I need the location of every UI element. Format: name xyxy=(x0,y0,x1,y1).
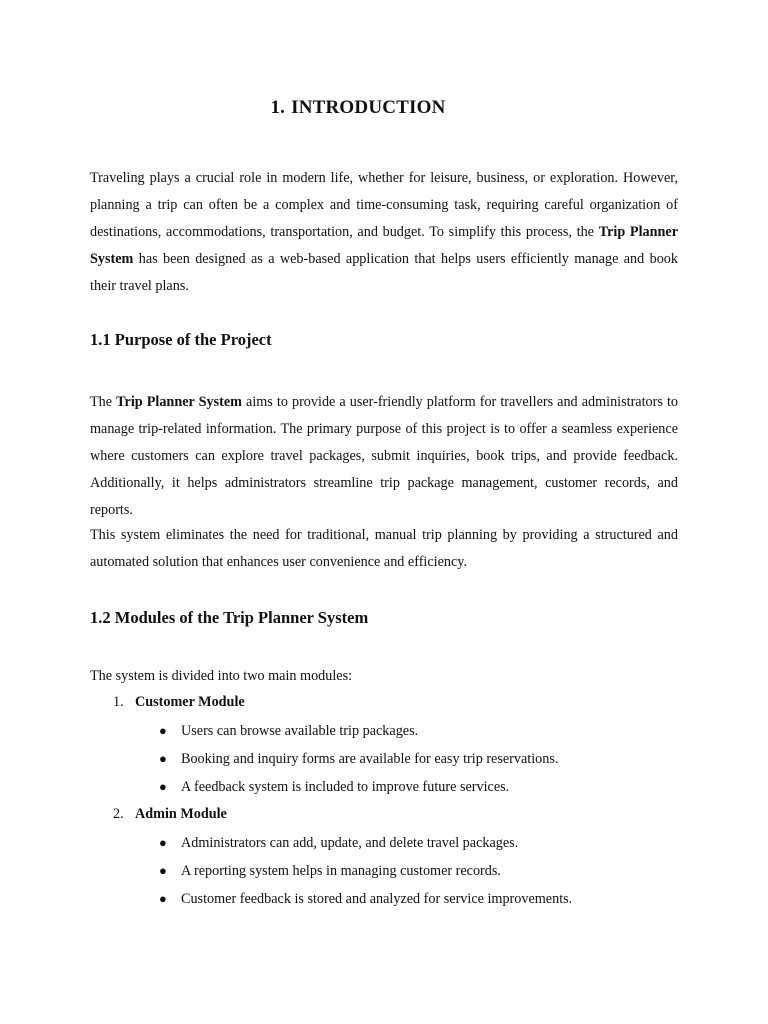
list-item-text: Customer feedback is stored and analyzed for service improvements. xyxy=(181,891,573,907)
list-item xyxy=(159,721,418,741)
modules-intro: The system is divided into two main modules: xyxy=(90,668,353,684)
list-item xyxy=(159,749,558,769)
bullet-icon: ● xyxy=(159,891,167,906)
list-item xyxy=(159,833,518,853)
page-title xyxy=(0,97,716,119)
module-label: Admin Module xyxy=(135,806,227,822)
list-item xyxy=(159,889,572,909)
title-number: 1. xyxy=(270,97,286,118)
list-item xyxy=(159,777,509,797)
title-text: INTRODUCTION xyxy=(291,97,446,118)
modules-heading: 1.2 Modules of the Trip Planner System xyxy=(90,608,369,627)
module-item-admin xyxy=(113,804,227,824)
purpose-paragraph-1 xyxy=(90,389,678,524)
list-number: 1. xyxy=(113,694,124,710)
intro-text-start: Traveling plays a crucial role in modern life, whether for leisure, business, or exploration. However, planning a trip can often be a complex and time-consuming task, requiring careful organization of destinations, accommodations, transportation, and budget. To simplify this process, the xyxy=(90,170,678,240)
bullet-icon: ● xyxy=(159,779,167,794)
intro-text-end: has been designed as a web-based application that helps users efficiently manage and book their travel plans. xyxy=(90,251,678,294)
intro-system-name: Trip Planner System xyxy=(90,224,678,267)
list-item-text: Users can browse available trip packages. xyxy=(181,723,419,739)
purpose-system-name: Trip Planner System xyxy=(116,394,242,410)
list-item-text: Administrators can add, update, and delete travel packages. xyxy=(181,835,519,851)
list-number: 2. xyxy=(113,806,124,822)
purpose-text-start: The xyxy=(90,394,117,410)
purpose-heading: 1.1 Purpose of the Project xyxy=(90,330,272,349)
module-label: Customer Module xyxy=(135,694,245,710)
module-item-customer xyxy=(113,692,245,712)
purpose-paragraph-2: This system eliminates the need for traditional, manual trip planning by providing a structured and automated solution that enhances user convenience and efficiency. xyxy=(90,527,678,570)
intro-paragraph xyxy=(90,165,678,300)
list-item-text: A reporting system helps in managing customer records. xyxy=(181,863,501,879)
list-item xyxy=(159,861,501,881)
list-item-text: Booking and inquiry forms are available for easy trip reservations. xyxy=(181,751,559,767)
bullet-icon: ● xyxy=(159,863,167,878)
bullet-icon: ● xyxy=(159,751,167,766)
purpose-text-end: aims to provide a user-friendly platform for travellers and administrators to manage trip-related information. The primary purpose of this project is to offer a seamless experience where customers can explore travel packages, submit inquiries, book trips, and provide feedback. Additionally, it helps administrators streamline trip package management, customer records, and reports. xyxy=(90,394,678,518)
bullet-icon: ● xyxy=(159,835,167,850)
list-item-text: A feedback system is included to improve future services. xyxy=(181,779,510,795)
bullet-icon: ● xyxy=(159,723,167,738)
